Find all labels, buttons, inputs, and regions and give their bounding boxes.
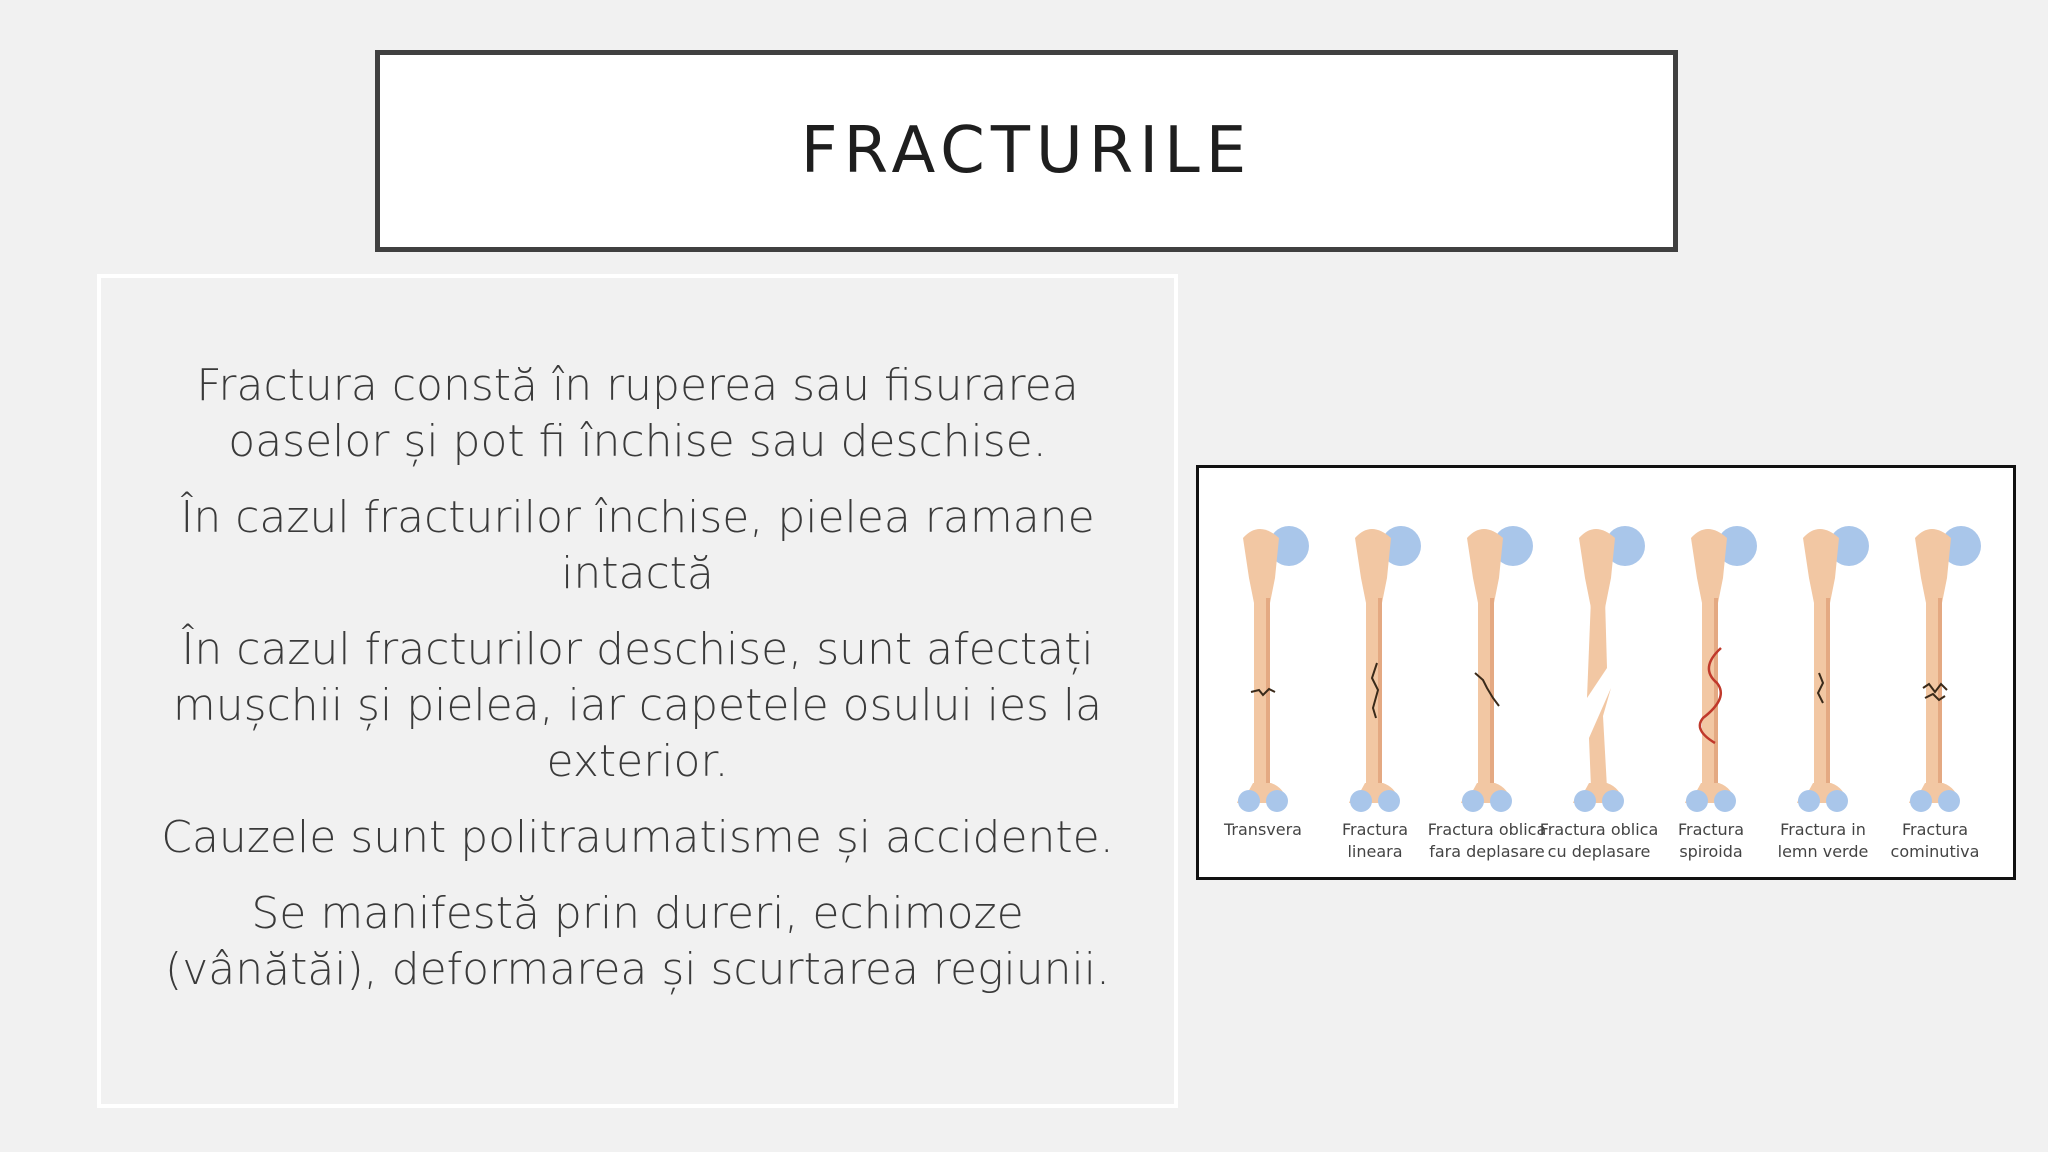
femur-shaft-shade-icon — [1266, 598, 1270, 788]
bone-label-line2: spiroida — [1679, 842, 1743, 861]
bone-label-line2: fara deplasare — [1429, 842, 1545, 861]
femur-shaft-shade-icon — [1378, 598, 1382, 788]
bone-label-line1: Fractura — [1677, 820, 1745, 839]
condyle-right-icon — [1266, 790, 1288, 812]
bone-label-line1: Fractura — [1901, 820, 1969, 839]
paragraph-definition: Fractura constă în ruperea sau fisurarea oaselor și pot fi închise sau deschise. — [196, 360, 1079, 467]
bone-label-line2: cominutiva — [1890, 842, 1980, 861]
bone-label-line1: Fractura oblica — [1427, 820, 1547, 839]
bone-label-line2: lineara — [1347, 842, 1403, 861]
bone-transverse — [1223, 526, 1309, 839]
title-box — [375, 50, 1678, 252]
text-panel — [97, 274, 1178, 1108]
paragraph-causes: Cauzele sunt politraumatisme și accidente. — [161, 812, 1114, 863]
femur-shaft-shade-icon — [1826, 598, 1830, 788]
paragraph-closed-fractures: În cazul fracturilor închise, pielea ramane intactă — [180, 492, 1095, 599]
bone-label-line2: lemn verde — [1777, 842, 1869, 861]
text-content — [161, 358, 1114, 1018]
slide-title: FRACTURILE — [800, 114, 1253, 188]
condyle-left-icon — [1910, 790, 1932, 812]
bone-label-line1: Fractura in — [1780, 820, 1866, 839]
femur-upper-icon — [1243, 529, 1279, 608]
condyle-left-icon — [1686, 790, 1708, 812]
bone-oblique — [1428, 526, 1547, 861]
bone-displaced — [1540, 526, 1659, 861]
condyle-right-icon — [1602, 790, 1624, 812]
condyle-left-icon — [1350, 790, 1372, 812]
paragraph-open-fractures: În cazul fracturilor deschise, sunt afectați mușchii și pielea, iar capetele osului ies la exterior. — [172, 624, 1103, 787]
femur-shaft-shade-icon — [1938, 598, 1942, 788]
femur-shaft-top-icon — [1587, 598, 1607, 698]
condyle-right-icon — [1490, 790, 1512, 812]
femur-upper-icon — [1915, 529, 1951, 608]
condyle-left-icon — [1798, 790, 1820, 812]
femur-upper-icon — [1467, 529, 1503, 608]
femur-shaft-bottom-icon — [1589, 688, 1611, 788]
femur-upper-icon — [1691, 529, 1727, 608]
bone-label-line1: Fractura — [1341, 820, 1409, 839]
condyle-right-icon — [1826, 790, 1848, 812]
bone-label-line1: Fractura oblica — [1539, 820, 1659, 839]
condyle-left-icon — [1574, 790, 1596, 812]
bone-greenstick — [1778, 526, 1869, 861]
condyle-right-icon — [1938, 790, 1960, 812]
femur-upper-icon — [1355, 529, 1391, 608]
condyle-right-icon — [1378, 790, 1400, 812]
femur-upper-icon — [1579, 529, 1615, 608]
femur-upper-icon — [1803, 529, 1839, 608]
bone-label-line1: Transvera — [1224, 820, 1302, 839]
bone-linear — [1342, 526, 1421, 861]
bone-label-line2: cu deplasare — [1547, 842, 1651, 861]
bone-comminuted — [1891, 526, 1981, 861]
fracture-types-figure — [1196, 465, 2016, 880]
condyle-left-icon — [1238, 790, 1260, 812]
bone-spiral — [1678, 526, 1757, 861]
femur-shaft-shade-icon — [1714, 598, 1718, 788]
paragraph-symptoms: Se manifestă prin dureri, echimoze (vânătăi), deformarea și scurtarea regiunii. — [165, 888, 1110, 995]
fracture-illustration — [1199, 468, 2013, 877]
condyle-left-icon — [1462, 790, 1484, 812]
condyle-right-icon — [1714, 790, 1736, 812]
